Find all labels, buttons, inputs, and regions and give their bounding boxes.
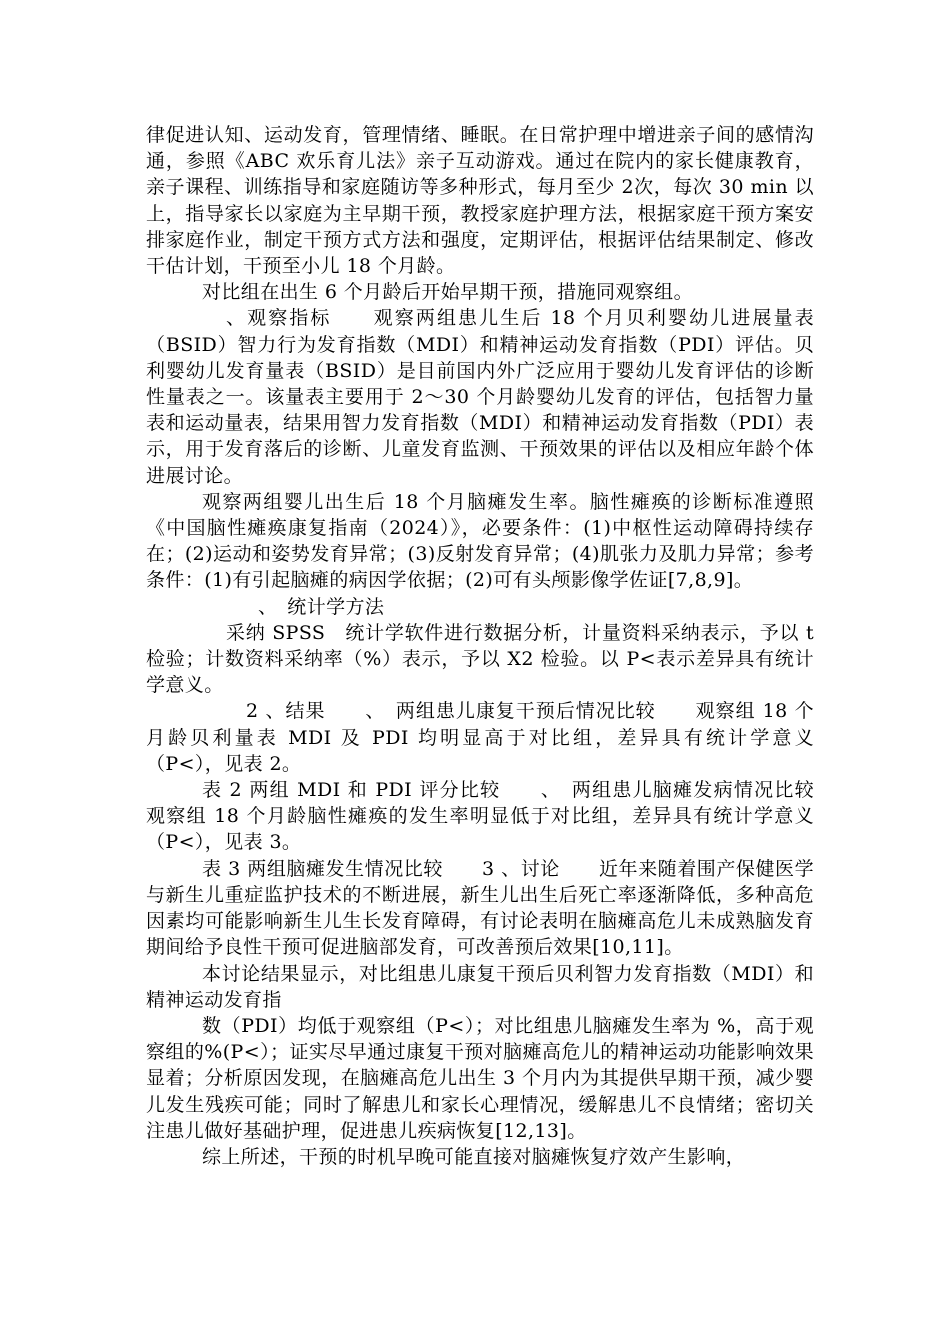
paragraph-discussion-results: 本讨论结果显示，对比组患儿康复干预后贝利智力发育指数（MDI）和精神运动发育指 [146, 962, 814, 1011]
document-body [146, 122, 853, 1170]
paragraph-cerebral-palsy-criteria: 观察两组婴儿出生后 18 个月脑瘫发生率。脑性瘫痪的诊断标准遵照《中国脑性瘫痪康复指南（2024）》，必要条件：(1)中枢性运动障碍持续存在；(2)运动和姿势发育异常；(3)反射发育异常；(4)肌张力及肌力异常；参考条件：(1)有引起脑瘫的病因学依据；(2)可有头颅影像学佐证[7,8,9]。 [146, 490, 814, 592]
paragraph-table3-and-discussion: 表 3 两组脑瘫发生情况比较 3 、讨论 近年来随着围产保健医学与新生儿重症监护技术的不断进展，新生儿出生后死亡率逐渐降低，多种高危因素均可能影响新生儿生长发育障碍，有讨论表明在脑瘫高危儿未成熟脑发育期间给予良性干预可促进脑部发育，可改善预后效果[10,11]。 [146, 857, 814, 959]
paragraph-statistical-methods: 采纳 SPSS 统计学软件进行数据分析，计量资料采纳表示，予以 t 检验；计数资料采纳率（%）表示，予以 X2 检验。以 P<表示差异具有统计学意义。 [146, 621, 814, 697]
paragraph-control-group: 对比组在出生 6 个月龄后开始早期干预，措施同观察组。 [202, 281, 693, 304]
paragraph-results: 2 、结果 、 两组患儿康复干预后情况比较 观察组 18 个月龄贝利量表 MDI 及 PDI 均明显高于对比组，差异具有统计学意义（P<），见表 2。 [146, 700, 814, 775]
paragraph-table2-and-incidence: 表 2 两组 MDI 和 PDI 评分比较 、 两组患儿脑瘫发病情况比较 观察组 18 个月龄脑性瘫痪的发生率明显低于对比组，差异具有统计学意义（P<），见表 3。 [146, 779, 853, 854]
paragraph-intervention-method: 律促进认知、运动发育，管理情绪、睡眠。在日常护理中增进亲子间的感情沟通，参照《ABC 欢乐育儿法》亲子互动游戏。通过在院内的家长健康教育，亲子课程、训练指导和家庭随访等多种形式，每月至少 2次，每次 30 min 以上，指导家长以家庭为主早期干预，教授家庭护理方法，根据家庭干预方案安排家庭作业，制定干预方式方法和强度，定期评估，根据评估结果制定、修改干估计划，干预至小儿 18 个月龄。 [146, 124, 814, 278]
paragraph-observation-indicators: 、观察指标 观察两组患儿生后 18 个月贝利婴幼儿进展量表（BSID）智力行为发育指数（MDI）和精神运动发育指数（PDI）评估。贝利婴幼儿发育量表（BSID）是目前国内外广泛应用于婴幼儿发育评估的诊断性量表之一。该量表主要用于 2～30 个月龄婴幼儿发育的评估，包括智力量表和运动量表，结果用智力发育指数（MDI）和精神运动发育指数（PDI）表示，用于发育落后的诊断、儿童发育监测、干预效果的评估以及相应年龄个体进展讨论。 [146, 307, 814, 487]
paragraph-conclusion: 综上所述，干预的时机早晚可能直接对脑瘫恢复疗效产生影响， [202, 1145, 746, 1168]
paragraph-discussion-analysis: 数（PDI）均低于观察组（P<）；对比组患儿脑瘫发生率为 %，高于观察组的%(P<）；证实尽早通过康复干预对脑瘫高危儿的精神运动功能影响效果显着；分析原因发现，在脑瘫高危儿出生 3 个月内为其提供早期干预，减少婴儿发生残疾可能；同时了解患儿和家长心理情况，缓解患儿不良情绪；密切关注患儿做好基础护理，促进患儿疾病恢复[12,13]。 [146, 1014, 814, 1142]
heading-statistical-methods: 、 统计学方法 [258, 595, 385, 618]
